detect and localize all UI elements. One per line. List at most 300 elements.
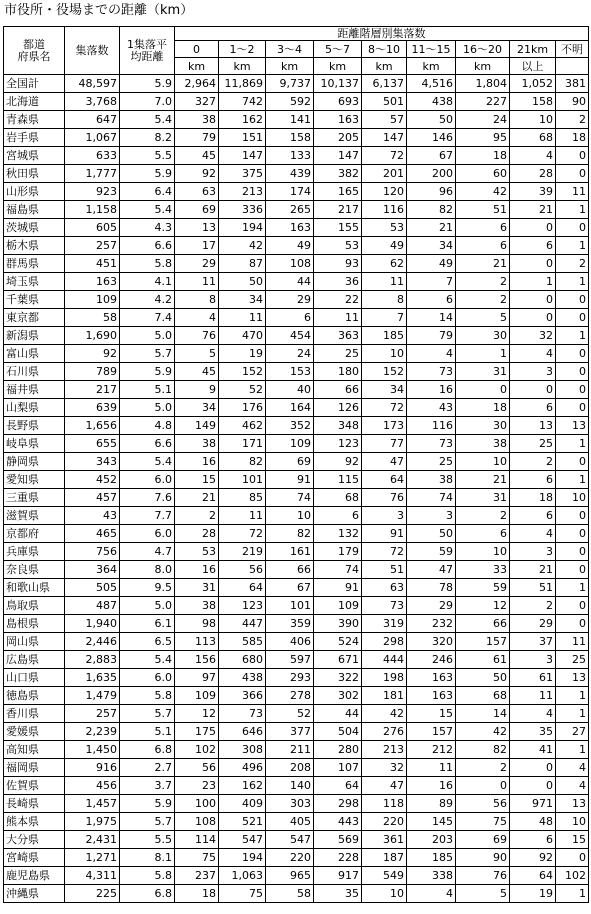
bin-cell: 194	[219, 219, 266, 237]
bin-cell: 16	[407, 381, 456, 399]
average-distance-cell: 6.5	[120, 633, 175, 651]
average-distance-cell: 5.0	[120, 399, 175, 417]
average-distance-cell: 6.4	[120, 183, 175, 201]
bin-cell: 34	[219, 291, 266, 309]
bin-cell: 68	[510, 129, 556, 147]
bin-cell: 213	[219, 183, 266, 201]
count-cell: 109	[65, 291, 120, 309]
bin-cell: 102	[556, 867, 589, 885]
bin-cell: 32	[362, 759, 407, 777]
bin-cell: 0	[510, 759, 556, 777]
table-row	[4, 381, 589, 399]
bin-cell: 348	[314, 417, 362, 435]
header-bin-7-bottom: 以上	[510, 58, 556, 75]
bin-cell: 126	[314, 399, 362, 417]
count-cell: 605	[65, 219, 120, 237]
header-prefecture-line1: 都道	[23, 37, 45, 51]
bin-cell: 4	[510, 705, 556, 723]
bin-cell: 11	[510, 687, 556, 705]
average-distance-cell: 6.0	[120, 669, 175, 687]
bin-cell: 208	[266, 759, 314, 777]
average-distance-cell: 8.0	[120, 561, 175, 579]
bin-cell: 194	[219, 849, 266, 867]
average-distance-cell: 5.4	[120, 201, 175, 219]
prefecture-cell: 島根県	[4, 615, 65, 633]
bin-cell: 11	[556, 183, 589, 201]
bin-cell: 102	[175, 741, 219, 759]
bin-cell: 30	[456, 417, 510, 435]
count-cell: 1,067	[65, 129, 120, 147]
average-distance-cell: 4.7	[120, 543, 175, 561]
bin-cell: 0	[556, 363, 589, 381]
average-distance-cell: 5.0	[120, 597, 175, 615]
bin-cell: 107	[314, 759, 362, 777]
average-distance-cell: 6.0	[120, 471, 175, 489]
bin-cell: 6	[456, 219, 510, 237]
bin-cell: 153	[266, 363, 314, 381]
bin-cell: 0	[556, 453, 589, 471]
bin-cell: 4	[556, 777, 589, 795]
table-row	[4, 543, 589, 561]
average-distance-cell: 4.1	[120, 273, 175, 291]
bin-cell: 67	[407, 147, 456, 165]
bin-cell: 200	[407, 165, 456, 183]
bin-cell: 29	[266, 291, 314, 309]
bin-cell: 82	[219, 453, 266, 471]
bin-cell: 15	[407, 705, 456, 723]
bin-cell: 278	[266, 687, 314, 705]
table-row	[4, 849, 589, 867]
bin-cell: 108	[266, 255, 314, 273]
header-average-line2: 均距離	[130, 49, 164, 63]
prefecture-cell: 岐阜県	[4, 435, 65, 453]
bin-cell: 91	[266, 471, 314, 489]
table-row	[4, 687, 589, 705]
average-distance-cell: 7.4	[120, 309, 175, 327]
bin-cell: 56	[219, 561, 266, 579]
bin-cell: 97	[175, 669, 219, 687]
table-row	[4, 615, 589, 633]
bin-cell: 40	[266, 381, 314, 399]
bin-cell: 2	[456, 759, 510, 777]
bin-cell: 4	[510, 525, 556, 543]
bin-cell: 302	[314, 687, 362, 705]
prefecture-cell: 青森県	[4, 111, 65, 129]
bin-cell: 11	[314, 309, 362, 327]
bin-cell: 406	[266, 633, 314, 651]
prefecture-cell: 山口県	[4, 669, 65, 687]
bin-cell: 76	[362, 489, 407, 507]
bin-cell: 462	[219, 417, 266, 435]
table-row	[4, 795, 589, 813]
table-row	[4, 183, 589, 201]
average-distance-cell: 5.4	[120, 453, 175, 471]
bin-cell: 25	[556, 651, 589, 669]
bin-cell: 66	[314, 381, 362, 399]
average-distance-cell: 5.9	[120, 75, 175, 93]
bin-cell: 101	[219, 471, 266, 489]
bin-cell: 444	[362, 651, 407, 669]
bin-cell: 157	[407, 723, 456, 741]
bin-cell: 447	[219, 615, 266, 633]
prefecture-cell: 新潟県	[4, 327, 65, 345]
bin-cell: 1	[456, 345, 510, 363]
bin-cell: 18	[556, 129, 589, 147]
header-distance-group: 距離階層別集落数	[175, 27, 589, 41]
bin-cell: 0	[510, 309, 556, 327]
bin-cell: 90	[556, 93, 589, 111]
table-row	[4, 867, 589, 885]
bin-cell: 15	[556, 831, 589, 849]
table-row	[4, 741, 589, 759]
bin-cell: 89	[407, 795, 456, 813]
count-cell: 92	[65, 345, 120, 363]
average-distance-cell: 5.7	[120, 813, 175, 831]
bin-cell: 59	[407, 543, 456, 561]
bin-cell: 18	[175, 885, 219, 903]
prefecture-cell: 長崎県	[4, 795, 65, 813]
bin-cell: 85	[219, 489, 266, 507]
bin-cell: 38	[456, 435, 510, 453]
table-row	[4, 327, 589, 345]
bin-cell: 162	[219, 777, 266, 795]
bin-cell: 32	[510, 327, 556, 345]
bin-cell: 11,869	[219, 75, 266, 93]
bin-cell: 1	[556, 579, 589, 597]
bin-cell: 0	[556, 399, 589, 417]
bin-cell: 1,804	[456, 75, 510, 93]
table-row	[4, 309, 589, 327]
bin-cell: 42	[362, 705, 407, 723]
bin-cell: 44	[266, 273, 314, 291]
table-row	[4, 885, 589, 903]
prefecture-cell: 鹿児島県	[4, 867, 65, 885]
average-distance-cell: 5.7	[120, 345, 175, 363]
bin-cell: 6,137	[362, 75, 407, 93]
bin-cell: 298	[314, 795, 362, 813]
bin-cell: 363	[314, 327, 362, 345]
bin-cell: 158	[510, 93, 556, 111]
bin-cell: 219	[219, 543, 266, 561]
bin-cell: 0	[556, 507, 589, 525]
bin-cell: 1	[556, 885, 589, 903]
bin-cell: 0	[510, 777, 556, 795]
bin-cell: 10	[362, 345, 407, 363]
bin-cell: 62	[362, 255, 407, 273]
bin-cell: 8	[362, 291, 407, 309]
prefecture-cell: 鳥取県	[4, 597, 65, 615]
bin-cell: 10,137	[314, 75, 362, 93]
average-distance-cell: 5.0	[120, 327, 175, 345]
bin-cell: 152	[219, 363, 266, 381]
bin-cell: 265	[266, 201, 314, 219]
bin-cell: 141	[266, 111, 314, 129]
table-header	[4, 27, 589, 75]
bin-cell: 276	[362, 723, 407, 741]
table-row	[4, 129, 589, 147]
average-distance-cell: 6.6	[120, 435, 175, 453]
count-cell: 1,975	[65, 813, 120, 831]
count-cell: 1,690	[65, 327, 120, 345]
bin-cell: 157	[456, 633, 510, 651]
bin-cell: 7	[407, 273, 456, 291]
prefecture-cell: 栃木県	[4, 237, 65, 255]
bin-cell: 39	[510, 183, 556, 201]
bin-cell: 220	[362, 813, 407, 831]
bin-cell: 971	[510, 795, 556, 813]
bin-cell: 12	[456, 597, 510, 615]
bin-cell: 6	[456, 237, 510, 255]
bin-cell: 21	[456, 255, 510, 273]
bin-cell: 50	[219, 273, 266, 291]
bin-cell: 198	[362, 669, 407, 687]
average-distance-cell: 4.8	[120, 417, 175, 435]
bin-cell: 25	[407, 453, 456, 471]
bin-cell: 181	[362, 687, 407, 705]
bin-cell: 303	[266, 795, 314, 813]
bin-cell: 53	[175, 543, 219, 561]
count-cell: 4,311	[65, 867, 120, 885]
bin-cell: 454	[266, 327, 314, 345]
bin-cell: 227	[456, 93, 510, 111]
count-cell: 923	[65, 183, 120, 201]
bin-cell: 63	[175, 183, 219, 201]
prefecture-cell: 長野県	[4, 417, 65, 435]
count-cell: 633	[65, 147, 120, 165]
bin-cell: 29	[407, 597, 456, 615]
bin-cell: 91	[362, 525, 407, 543]
header-count: 集落数	[65, 27, 120, 75]
prefecture-cell: 佐賀県	[4, 777, 65, 795]
header-bin-6-bottom: km	[456, 58, 510, 75]
bin-cell: 298	[362, 633, 407, 651]
prefecture-cell: 岩手県	[4, 129, 65, 147]
bin-cell: 72	[362, 399, 407, 417]
bin-cell: 1	[556, 273, 589, 291]
bin-cell: 29	[510, 615, 556, 633]
bin-cell: 319	[362, 615, 407, 633]
prefecture-cell: 宮崎県	[4, 849, 65, 867]
bin-cell: 246	[407, 651, 456, 669]
prefecture-cell: 愛媛県	[4, 723, 65, 741]
header-prefecture-line2: 府県名	[17, 49, 51, 63]
bin-cell: 1	[556, 705, 589, 723]
bin-cell: 0	[510, 219, 556, 237]
bin-cell: 152	[362, 363, 407, 381]
bin-cell: 158	[266, 129, 314, 147]
bin-cell: 17	[175, 237, 219, 255]
bin-cell: 163	[407, 669, 456, 687]
bin-cell: 72	[219, 525, 266, 543]
bin-cell: 49	[362, 237, 407, 255]
bin-cell: 113	[175, 633, 219, 651]
bin-cell: 338	[407, 867, 456, 885]
count-cell: 465	[65, 525, 120, 543]
bin-cell: 5	[456, 309, 510, 327]
bin-cell: 0	[556, 219, 589, 237]
bin-cell: 693	[314, 93, 362, 111]
table-row	[4, 273, 589, 291]
bin-cell: 101	[266, 597, 314, 615]
bin-cell: 38	[407, 471, 456, 489]
bin-cell: 75	[219, 885, 266, 903]
bin-cell: 203	[407, 831, 456, 849]
bin-cell: 377	[266, 723, 314, 741]
bin-cell: 73	[219, 705, 266, 723]
bin-cell: 1	[510, 273, 556, 291]
table-row	[4, 633, 589, 651]
bin-cell: 52	[219, 381, 266, 399]
bin-cell: 3	[362, 507, 407, 525]
table-row	[4, 651, 589, 669]
header-bin-1-bottom: km	[219, 58, 266, 75]
prefecture-cell: 福島県	[4, 201, 65, 219]
prefecture-cell: 大分県	[4, 831, 65, 849]
bin-cell: 90	[456, 849, 510, 867]
bin-cell: 44	[314, 705, 362, 723]
bin-cell: 78	[407, 579, 456, 597]
bin-cell: 68	[456, 687, 510, 705]
prefecture-cell: 広島県	[4, 651, 65, 669]
count-cell: 1,450	[65, 741, 120, 759]
prefecture-cell: 滋賀県	[4, 507, 65, 525]
bin-cell: 237	[175, 867, 219, 885]
bin-cell: 163	[314, 111, 362, 129]
average-distance-cell: 5.9	[120, 363, 175, 381]
count-cell: 58	[65, 309, 120, 327]
average-distance-cell: 5.9	[120, 795, 175, 813]
bin-cell: 23	[175, 777, 219, 795]
bin-cell: 47	[362, 453, 407, 471]
bin-cell: 77	[362, 435, 407, 453]
bin-cell: 64	[314, 777, 362, 795]
table-row	[4, 417, 589, 435]
bin-cell: 742	[219, 93, 266, 111]
prefecture-cell: 宮城県	[4, 147, 65, 165]
bin-cell: 496	[219, 759, 266, 777]
table-row	[4, 777, 589, 795]
header-bin-8-top: 不明	[556, 41, 589, 58]
bin-cell: 79	[175, 129, 219, 147]
average-distance-cell: 5.1	[120, 723, 175, 741]
bin-cell: 163	[266, 219, 314, 237]
count-cell: 257	[65, 705, 120, 723]
prefecture-cell: 石川県	[4, 363, 65, 381]
count-cell: 257	[65, 237, 120, 255]
bin-cell: 18	[456, 399, 510, 417]
prefecture-cell: 山形県	[4, 183, 65, 201]
average-distance-cell: 8.1	[120, 849, 175, 867]
bin-cell: 21	[510, 561, 556, 579]
count-cell: 2,446	[65, 633, 120, 651]
prefecture-cell: 福岡県	[4, 759, 65, 777]
bin-cell: 4	[407, 885, 456, 903]
bin-cell: 0	[556, 291, 589, 309]
bin-cell: 10	[456, 453, 510, 471]
table-row	[4, 525, 589, 543]
bin-cell: 16	[407, 777, 456, 795]
bin-cell: 73	[362, 597, 407, 615]
prefecture-cell: 秋田県	[4, 165, 65, 183]
prefecture-cell: 岡山県	[4, 633, 65, 651]
bin-cell: 6	[266, 309, 314, 327]
bin-cell: 187	[362, 849, 407, 867]
table-row	[4, 255, 589, 273]
table-row	[4, 579, 589, 597]
bin-cell: 28	[175, 525, 219, 543]
header-bin-4-bottom: km	[362, 58, 407, 75]
count-cell: 2,239	[65, 723, 120, 741]
bin-cell: 33	[456, 561, 510, 579]
bin-cell: 108	[175, 813, 219, 831]
bin-cell: 11	[219, 309, 266, 327]
bin-cell: 38	[175, 597, 219, 615]
prefecture-cell: 静岡県	[4, 453, 65, 471]
bin-cell: 175	[175, 723, 219, 741]
count-cell: 1,479	[65, 687, 120, 705]
count-cell: 48,597	[65, 75, 120, 93]
bin-cell: 116	[362, 201, 407, 219]
bin-cell: 92	[314, 453, 362, 471]
average-distance-cell: 5.7	[120, 705, 175, 723]
header-bin-7-top: 21km	[510, 41, 556, 58]
table-row	[4, 237, 589, 255]
bin-cell: 359	[266, 615, 314, 633]
bin-cell: 185	[362, 327, 407, 345]
bin-cell: 74	[266, 489, 314, 507]
bin-cell: 19	[510, 885, 556, 903]
bin-cell: 14	[407, 309, 456, 327]
bin-cell: 12	[175, 705, 219, 723]
count-cell: 43	[65, 507, 120, 525]
bin-cell: 74	[314, 561, 362, 579]
table-row	[4, 831, 589, 849]
header-average-distance	[120, 27, 175, 75]
bin-cell: 10	[510, 111, 556, 129]
bin-cell: 24	[266, 345, 314, 363]
bin-cell: 66	[266, 561, 314, 579]
bin-cell: 4	[407, 345, 456, 363]
table-row	[4, 471, 589, 489]
bin-cell: 35	[314, 885, 362, 903]
bin-cell: 671	[314, 651, 362, 669]
bin-cell: 10	[456, 543, 510, 561]
bin-cell: 21	[456, 471, 510, 489]
average-distance-cell: 6.0	[120, 525, 175, 543]
header-bin-3-top: 5～7	[314, 41, 362, 58]
header-bin-4-top: 8～10	[362, 41, 407, 58]
bin-cell: 91	[314, 579, 362, 597]
bin-cell: 7	[362, 309, 407, 327]
count-cell: 756	[65, 543, 120, 561]
table-row	[4, 597, 589, 615]
count-cell: 1,777	[65, 165, 120, 183]
bin-cell: 2	[456, 291, 510, 309]
table-row	[4, 147, 589, 165]
bin-cell: 549	[362, 867, 407, 885]
average-distance-cell: 8.2	[120, 129, 175, 147]
bin-cell: 53	[314, 237, 362, 255]
bin-cell: 61	[456, 651, 510, 669]
bin-cell: 50	[456, 669, 510, 687]
bin-cell: 308	[219, 741, 266, 759]
count-cell: 1,158	[65, 201, 120, 219]
average-distance-cell: 6.8	[120, 885, 175, 903]
table-row	[4, 723, 589, 741]
bin-cell: 69	[175, 201, 219, 219]
average-distance-cell: 7.7	[120, 507, 175, 525]
table-row	[4, 201, 589, 219]
